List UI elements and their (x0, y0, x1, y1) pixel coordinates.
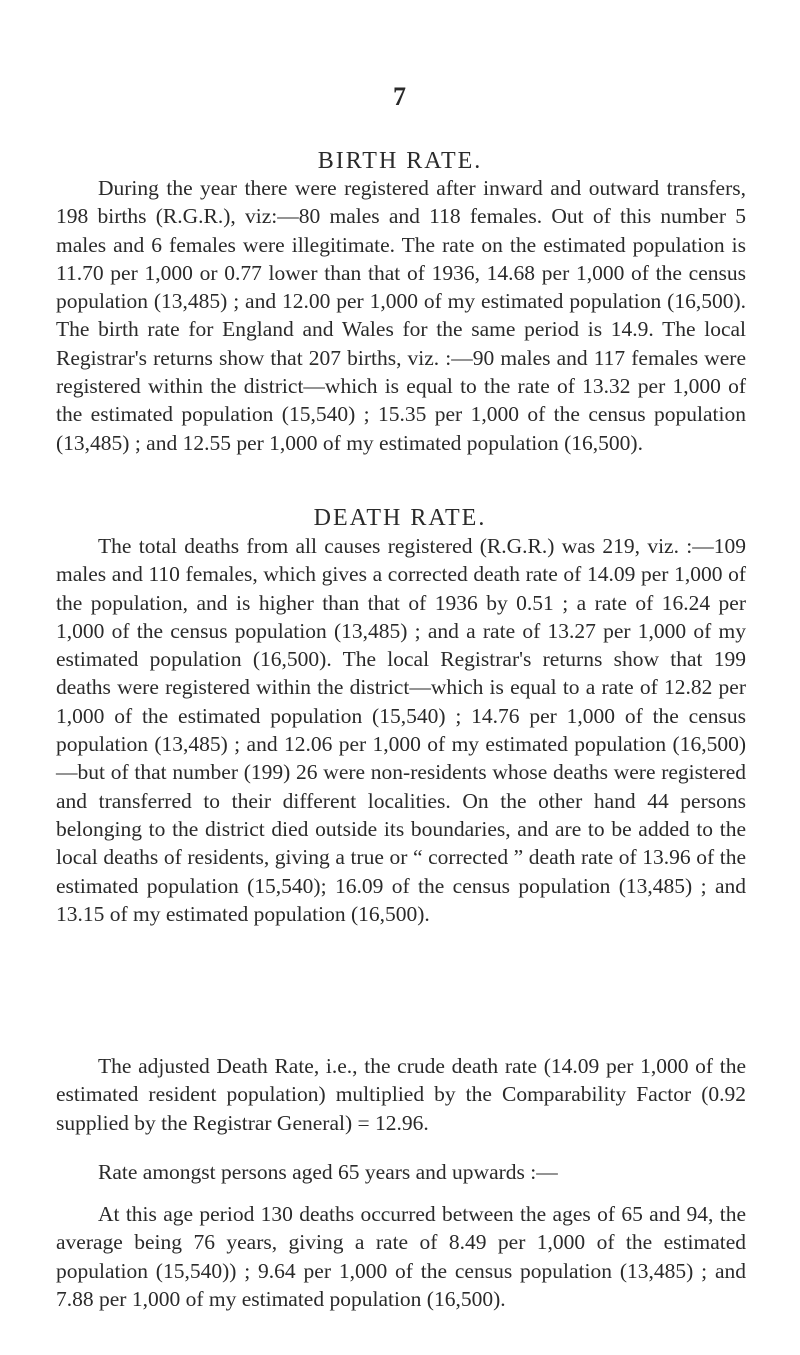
death-rate-paragraph: The total deaths from all causes registered (R.G.R.) was 219, viz. :—109 males and 110 females, which gives a corrected death rate of 14.09 per 1,000 of the population, and is higher than that of 1936 by 0.51 ; a rate of 16.24 per 1,000 of the census population (13,485) ; and a rate of 13.27 per 1,000 of my estimated population (16,500). The local Registrar's returns show that 199 deaths were registered within the district—which is equal to a rate of 12.82 per 1,000 of the estimated population (15,540) ; 14.76 per 1,000 of the census population (13,485) ; and 12.06 per 1,000 of my estimated population (16,500)—but of that number (199) 26 were non-residents whose deaths were registered and transferred to their different localities. On the other hand 44 persons belonging to the district died outside its boundaries, and are to be added to the local deaths of residents, giving a true or “ corrected ” death rate of 13.96 of the estimated population (15,540); 16.09 of the census population (13,485) ; and 13.15 of my estimated population (16,500). (56, 534, 746, 926)
aged-rate-intro: Rate amongst persons aged 65 years and upwards :— (98, 1160, 558, 1184)
death-rate-heading: DEATH RATE. (313, 504, 487, 531)
birth-rate-heading: BIRTH RATE. (317, 147, 483, 174)
page-number: 7 (393, 82, 407, 111)
birth-rate-paragraph: During the year there were registered after inward and outward transfers, 198 births (R.G.R.), viz:—80 males and 118 females. Out of this number 5 males and 6 females were illegitimate. The rate on the estimated population is 11.70 per 1,000 or 0.77 lower than that of 1936, 14.68 per 1,000 of the census population (13,485) ; and 12.00 per 1,000 of my estimated population (16,500). The birth rate for England and Wales for the same period is 14.9. The local Registrar's returns show that 207 births, viz. :—90 males and 117 females were registered within the district—which is equal to the rate of 13.32 per 1,000 of the estimated population (15,540) ; 15.35 per 1,000 of the census population (13,485) ; and 12.55 per 1,000 of my estimated population (16,500). (56, 176, 746, 455)
aged-rate-paragraph: At this age period 130 deaths occurred between the ages of 65 and 94, the average being 76 years, giving a rate of 8.49 per 1,000 of the estimated population (15,540)) ; 9.64 per 1,000 of the census population (13,485) ; and 7.88 per 1,000 of my estimated population (16,500). (56, 1202, 746, 1311)
adjusted-death-rate-paragraph: The adjusted Death Rate, i.e., the crude death rate (14.09 per 1,000 of the estimated resident population) multiplied by the Comparability Factor (0.92 supplied by the Registrar General) = 12.96. (56, 1054, 746, 1135)
